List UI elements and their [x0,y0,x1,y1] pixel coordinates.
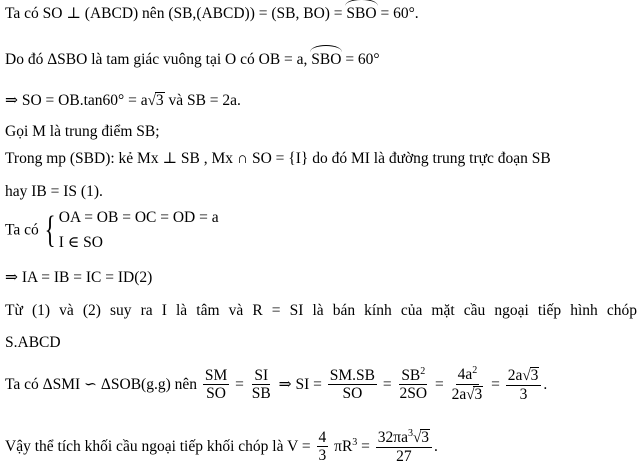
line-1: Ta có SO ⊥ (ABCD) nên (SB,(ABCD)) = (SB, BO) = SBO = 60°. [5,5,419,22]
line-6: hay IB = IS (1). [5,183,103,200]
line-11: Ta có ΔSMI ∽ ΔSOB(g.g) nên $\frac{SM}{SO}$ = $\frac{SI}{SB}$ ⇒ SI = $\frac{SM.SB}{SO}$ = $\frac{SB^2}{2SO}$ = $\frac{4a^2}{2a√3}$ = $\frac{2a√3}{3}$ . [5,364,548,403]
angle-sbo: SBO [311,51,342,68]
line-4: Gọi M là trung điểm SB; [5,123,160,140]
line-3: ⇒ SO = OB.tan60° = a√3 và SB = 2a. [5,92,241,109]
line-9: Từ (1) và (2) suy ra I là tâm và R = SI là bán kính của mặt cầu ngoại tiếp hình chóp [5,302,637,319]
line-2: Do đó ΔSBO là tam giác vuông tại O có OB = a, SBO = 60° [5,51,380,68]
line-8: ⇒ IA = IB = IC = ID(2) [5,269,153,286]
line-7-system: Ta có { OA = OB = OC = OD = a I ∈ SO [5,209,219,251]
line-10: S.ABCD [5,334,61,351]
line-12: Vậy thể tích khối cầu ngoại tiếp khối chóp là V = $\frac{4}{3}$ $\pi R^3$ = $\frac{32\pi a^3√3}{27}$ . [5,427,438,465]
line-5: Trong mp (SBD): kẻ Mx ⊥ SB , Mx ∩ SO = {I} do đó MI là đường trung trực đoạn SB [5,150,551,167]
angle-sbo: SBO [346,5,377,22]
